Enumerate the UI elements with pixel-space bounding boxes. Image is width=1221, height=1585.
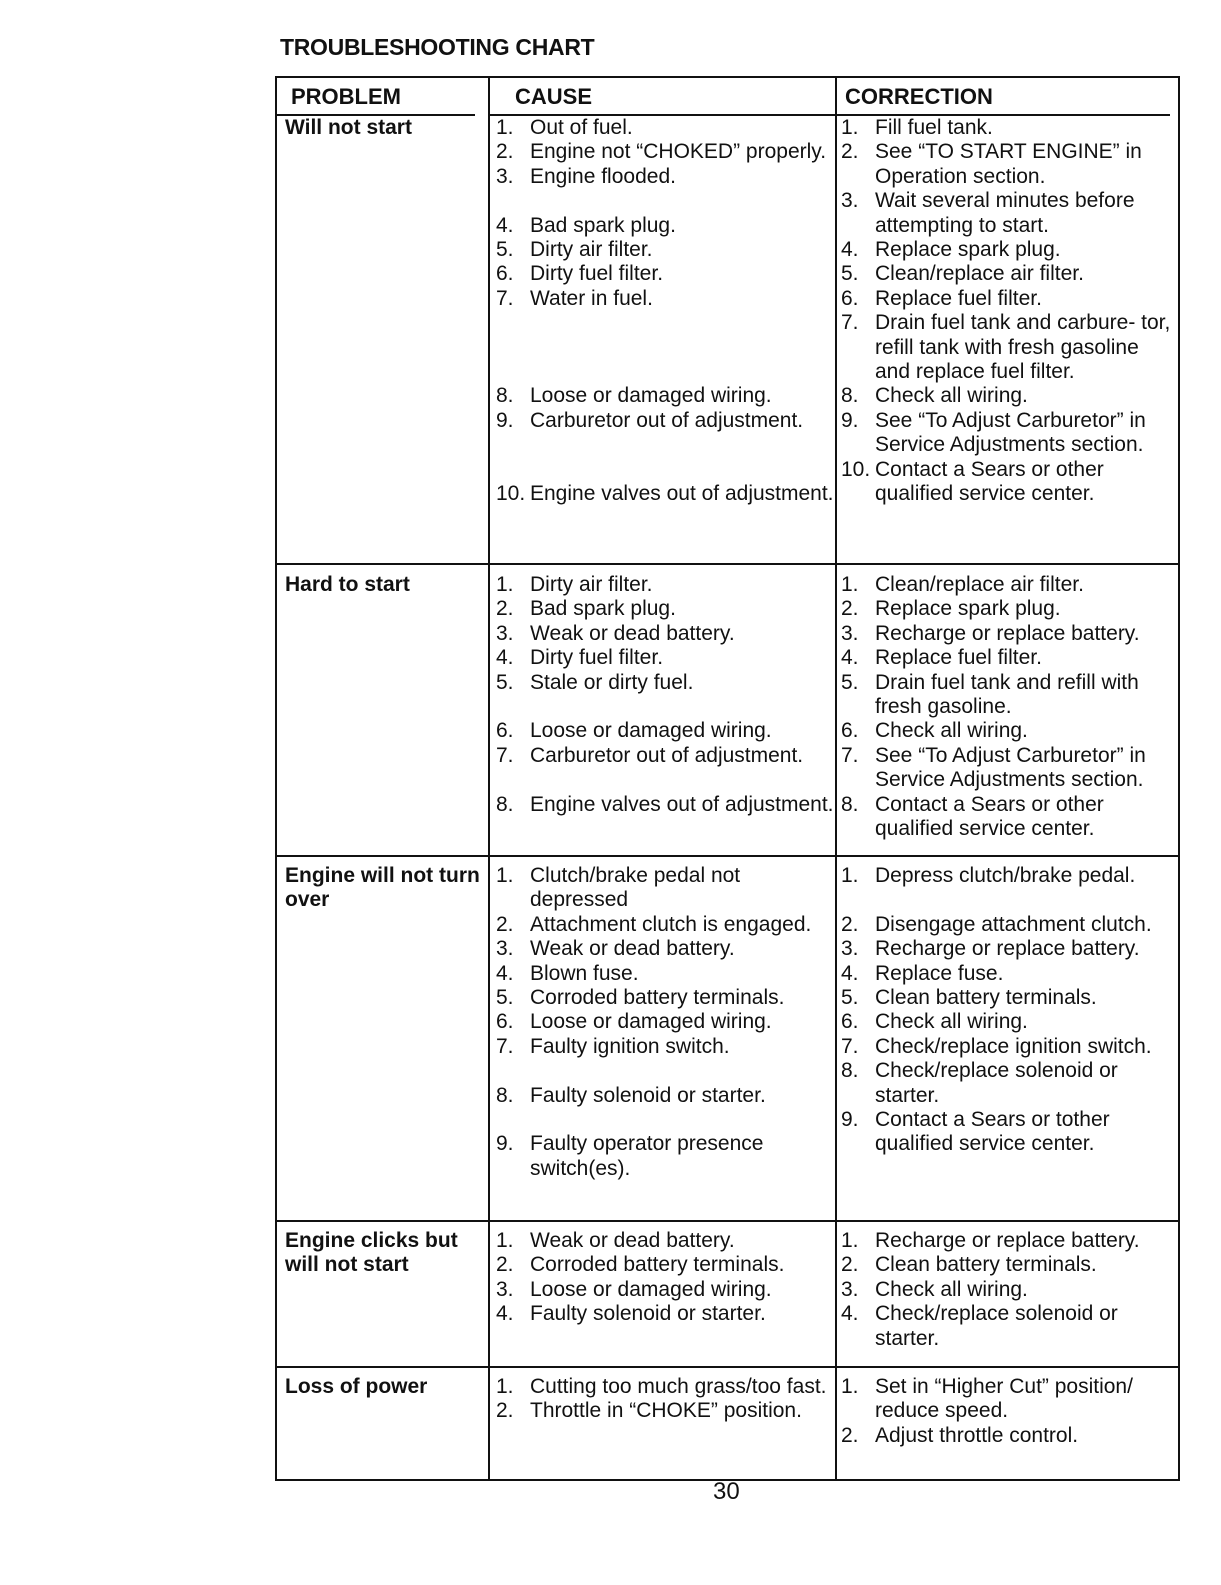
item-number: 9. [496, 408, 514, 432]
list-item [496, 768, 834, 792]
list-item [841, 1010, 1179, 1034]
row-divider [275, 855, 1180, 857]
list-item [496, 1035, 834, 1059]
item-text: Check/replace solenoid or starter. [875, 1302, 1118, 1350]
item-number: 1. [496, 116, 514, 139]
list-item [841, 1229, 1179, 1253]
list-item [496, 433, 834, 457]
item-number: 5. [841, 262, 859, 286]
item-text: Dirty air filter. [530, 573, 653, 596]
list-item [841, 646, 1179, 670]
page-title: TROUBLESHOOTING CHART [280, 34, 595, 60]
item-text: Contact a Sears or tother qualified service center. [875, 1108, 1110, 1156]
item-number: 3. [841, 621, 859, 645]
item-number: 1. [841, 116, 859, 139]
item-number: 9. [841, 1108, 859, 1132]
list-item [496, 719, 834, 743]
item-text [530, 433, 834, 457]
list-item [496, 1229, 834, 1253]
item-number: 2. [496, 140, 514, 164]
list-item [496, 793, 834, 817]
item-text: Check all wiring. [875, 384, 1028, 408]
item-text: Adjust throttle control. [875, 1423, 1079, 1447]
cause-list [496, 1229, 834, 1327]
item-number: 1. [496, 864, 514, 887]
correction-list [841, 1229, 1179, 1351]
item-text: Faulty ignition switch. [530, 1034, 730, 1058]
item-number [496, 189, 530, 213]
item-text: Clean/replace air filter. [875, 573, 1084, 596]
problem-label: Hard to start [285, 573, 410, 596]
item-number: 7. [496, 1034, 514, 1058]
item-number: 6. [496, 1010, 514, 1034]
item-text: Stale or dirty fuel. [530, 670, 694, 694]
item-number: 2. [841, 140, 859, 164]
item-number: 6. [841, 1010, 859, 1034]
list-item [496, 214, 834, 238]
list-item [841, 962, 1179, 986]
item-number: 3. [496, 164, 514, 188]
item-number: 8. [841, 792, 859, 816]
item-text: Clutch/brake pedal not depressed [530, 864, 741, 912]
item-text [530, 360, 834, 384]
item-number: 1. [496, 1375, 514, 1398]
item-text: Wait several minutes before attempting to start. [875, 189, 1135, 237]
cause-list [496, 1375, 834, 1424]
table-divider-problem-cause [488, 76, 490, 1481]
item-number: 8. [841, 384, 859, 408]
item-text [875, 888, 1179, 912]
list-item [841, 1375, 1179, 1424]
item-number: 6. [841, 719, 859, 743]
item-number: 8. [496, 1083, 514, 1107]
item-number [496, 458, 530, 482]
cause-list [496, 864, 834, 1181]
item-text: Replace fuel filter. [875, 646, 1042, 670]
item-text: Contact a Sears or other qualified service center. [875, 457, 1104, 506]
list-item [496, 262, 834, 286]
item-text: Faulty operator presence switch(es). [530, 1132, 764, 1180]
list-item [841, 622, 1179, 646]
list-item [496, 1010, 834, 1034]
item-text: Faulty solenoid or starter. [530, 1083, 766, 1107]
troubleshooting-table [275, 76, 1181, 1481]
list-item [496, 1375, 834, 1399]
item-text: Disengage attachment clutch. [875, 912, 1152, 936]
problem-label: Loss of power [285, 1375, 428, 1398]
item-text: Replace fuel filter. [875, 286, 1042, 310]
item-text: Attachment clutch is engaged. [530, 912, 812, 936]
list-item [496, 986, 834, 1010]
item-number [496, 695, 530, 719]
list-item [496, 384, 834, 408]
item-number: 3. [496, 937, 514, 961]
list-item [496, 573, 834, 597]
item-number: 5. [841, 986, 859, 1010]
item-text [530, 768, 834, 792]
item-text: Set in “Higher Cut” position/ reduce speed. [875, 1375, 1133, 1423]
item-text: Carburetor out of adjustment. [530, 743, 804, 767]
list-item [496, 1278, 834, 1302]
item-text: Replace spark plug. [875, 597, 1061, 621]
item-text: Contact a Sears or other qualified service center. [875, 792, 1104, 841]
list-item [496, 458, 834, 482]
item-text: See “To Adjust Carburetor” in Service Adjustments section. [875, 408, 1146, 457]
list-item [841, 793, 1179, 842]
item-text [530, 189, 834, 213]
item-text: Loose or damaged wiring. [530, 384, 772, 408]
item-number: 6. [496, 719, 514, 743]
correction-list [841, 1375, 1179, 1448]
item-number: 4. [841, 646, 859, 670]
item-number: 6. [841, 286, 859, 310]
item-number: 2. [496, 912, 514, 936]
item-text: Loose or damaged wiring. [530, 719, 772, 743]
item-text: Recharge or replace battery. [875, 1229, 1140, 1252]
list-item [841, 1278, 1179, 1302]
item-number: 2. [841, 1253, 859, 1277]
item-number: 2. [841, 912, 859, 936]
list-item [841, 1424, 1179, 1448]
item-text: Weak or dead battery. [530, 621, 735, 645]
item-number: 4. [496, 213, 514, 237]
item-number: 4. [841, 961, 859, 985]
list-item [841, 384, 1179, 408]
item-number [496, 768, 530, 792]
item-text [530, 311, 834, 335]
item-number: 1. [496, 573, 514, 596]
item-text [530, 336, 834, 360]
item-text: Recharge or replace battery. [875, 937, 1140, 961]
item-number: 2. [841, 597, 859, 621]
list-item [496, 1059, 834, 1083]
list-item [496, 336, 834, 360]
header-correction: CORRECTION [845, 84, 993, 109]
list-item [841, 1035, 1179, 1059]
list-item [841, 1059, 1179, 1108]
item-text: Blown fuse. [530, 961, 639, 985]
page-number: 30 [713, 1478, 740, 1505]
item-number: 2. [496, 1399, 514, 1423]
item-text: Weak or dead battery. [530, 1229, 735, 1252]
item-number: 7. [496, 743, 514, 767]
list-item [841, 573, 1179, 597]
list-item [841, 287, 1179, 311]
row-divider [275, 1220, 1180, 1222]
item-number: 1. [841, 864, 859, 887]
item-number: 3. [841, 1277, 859, 1301]
list-item [841, 1108, 1179, 1157]
list-item [841, 140, 1179, 189]
correction-list [841, 864, 1179, 1157]
item-number: 7. [496, 286, 514, 310]
item-number: 8. [496, 792, 514, 816]
item-number: 1. [841, 1375, 859, 1398]
item-number [496, 360, 530, 384]
list-item [496, 287, 834, 311]
list-item [841, 888, 1179, 912]
list-item [841, 986, 1179, 1010]
item-number: 5. [841, 670, 859, 694]
item-text [530, 1108, 834, 1132]
item-number: 4. [496, 961, 514, 985]
list-item [496, 962, 834, 986]
item-number: 10. [841, 457, 871, 481]
item-text: Clean/replace air filter. [875, 262, 1084, 286]
item-number: 2. [496, 1253, 514, 1277]
item-number: 7. [841, 743, 859, 767]
row-divider [275, 563, 1180, 565]
item-text: Faulty solenoid or starter. [530, 1302, 766, 1326]
list-item [496, 165, 834, 189]
item-text: See “TO START ENGINE” in Operation section. [875, 140, 1142, 188]
item-text: Engine valves out of adjustment. [530, 792, 834, 816]
item-text: Corroded battery terminals. [530, 986, 785, 1010]
list-item [496, 1132, 834, 1181]
list-item [841, 262, 1179, 286]
item-text [530, 458, 834, 482]
list-item [496, 622, 834, 646]
item-text: Check all wiring. [875, 1277, 1028, 1301]
item-text: Drain fuel tank and refill with fresh gasoline. [875, 670, 1139, 719]
table-border-left [275, 76, 277, 1481]
row-divider [275, 1366, 1180, 1368]
item-text [530, 1059, 834, 1083]
problem-label: Engine will not turn over [285, 864, 480, 911]
list-item [496, 695, 834, 719]
list-item [496, 937, 834, 961]
item-number: 8. [496, 384, 514, 408]
item-number [496, 1059, 530, 1083]
list-item [841, 1253, 1179, 1277]
item-number [496, 336, 530, 360]
list-item [496, 140, 834, 164]
item-text: Clean battery terminals. [875, 986, 1097, 1010]
item-number: 2. [496, 597, 514, 621]
problem-label: Will not start [285, 116, 412, 139]
item-text: Replace spark plug. [875, 238, 1061, 262]
list-item [496, 671, 834, 695]
item-number: 5. [496, 986, 514, 1010]
list-item [496, 238, 834, 262]
list-item [496, 597, 834, 621]
list-item [496, 1084, 834, 1108]
cause-list [496, 573, 834, 817]
item-text: Fill fuel tank. [875, 116, 993, 139]
item-text: Check all wiring. [875, 719, 1028, 743]
item-text: Loose or damaged wiring. [530, 1010, 772, 1034]
item-text: Replace fuse. [875, 961, 1004, 985]
item-text: Dirty fuel filter. [530, 262, 664, 286]
list-item [496, 1253, 834, 1277]
list-item [841, 937, 1179, 961]
item-number: 4. [496, 646, 514, 670]
item-number: 6. [496, 262, 514, 286]
item-number [496, 311, 530, 335]
item-text: Corroded battery terminals. [530, 1253, 785, 1277]
cause-list [496, 116, 834, 507]
header-problem: PROBLEM [291, 84, 401, 109]
item-text: Water in fuel. [530, 286, 653, 310]
list-item [496, 1399, 834, 1423]
list-item [496, 409, 834, 433]
list-item [496, 744, 834, 768]
item-number: 3. [496, 1277, 514, 1301]
list-item [841, 311, 1179, 384]
item-text: Engine flooded. [530, 164, 676, 188]
list-item [496, 1302, 834, 1326]
item-number: 1. [496, 1229, 514, 1252]
list-item [841, 913, 1179, 937]
item-text: Dirty fuel filter. [530, 646, 664, 670]
item-number: 3. [841, 189, 859, 213]
item-text: Recharge or replace battery. [875, 621, 1140, 645]
item-number: 1. [841, 573, 859, 596]
list-item [841, 671, 1179, 720]
item-text: See “To Adjust Carburetor” in Service Adjustments section. [875, 743, 1146, 792]
list-item [496, 913, 834, 937]
item-text: Loose or damaged wiring. [530, 1277, 772, 1301]
item-text [530, 695, 834, 719]
header-cause: CAUSE [515, 84, 593, 109]
item-number: 3. [841, 937, 859, 961]
list-item [841, 864, 1179, 888]
list-item [841, 719, 1179, 743]
list-item [496, 360, 834, 384]
item-number: 5. [496, 670, 514, 694]
correction-list [841, 116, 1179, 507]
item-text: Check/replace solenoid or starter. [875, 1059, 1118, 1107]
list-item [496, 1108, 834, 1132]
list-item [841, 744, 1179, 793]
item-number: 7. [841, 311, 859, 335]
list-item [496, 646, 834, 670]
item-number: 4. [841, 1302, 859, 1326]
item-text: Engine not “CHOKED” properly. [530, 140, 827, 164]
list-item [841, 1302, 1179, 1351]
item-number: 2. [841, 1423, 859, 1447]
item-number: 5. [496, 238, 514, 262]
list-item [496, 864, 834, 913]
item-text: Check/replace ignition switch. [875, 1034, 1152, 1058]
problem-label: Engine clicks but will not start [285, 1229, 458, 1276]
item-text: Cutting too much grass/too fast. [530, 1375, 827, 1398]
item-text: Engine valves out of adjustment. [530, 482, 834, 506]
correction-list [841, 573, 1179, 841]
item-text: Out of fuel. [530, 116, 633, 139]
item-text: Depress clutch/brake pedal. [875, 864, 1136, 887]
item-number: 3. [496, 621, 514, 645]
item-number: 8. [841, 1059, 859, 1083]
item-number: 7. [841, 1034, 859, 1058]
list-item [496, 189, 834, 213]
item-number: 4. [496, 1302, 514, 1326]
list-item [841, 409, 1179, 458]
item-text: Carburetor out of adjustment. [530, 408, 804, 432]
item-number: 4. [841, 238, 859, 262]
item-text: Throttle in “CHOKE” position. [530, 1399, 802, 1423]
list-item [841, 116, 1179, 140]
item-text: Check all wiring. [875, 1010, 1028, 1034]
item-text: Weak or dead battery. [530, 937, 735, 961]
item-text: Bad spark plug. [530, 597, 676, 621]
table-border-top [275, 76, 1180, 78]
item-text: Bad spark plug. [530, 213, 676, 237]
item-text: Dirty air filter. [530, 238, 653, 262]
item-number: 1. [841, 1229, 859, 1252]
item-number [496, 433, 530, 457]
list-item [496, 311, 834, 335]
item-number: 9. [841, 408, 859, 432]
item-number: 10. [496, 482, 526, 506]
list-item [841, 458, 1179, 507]
item-number [841, 888, 875, 912]
list-item [496, 482, 834, 506]
list-item [841, 238, 1179, 262]
item-number: 9. [496, 1132, 514, 1156]
item-text: Drain fuel tank and carbure- tor, refill tank with fresh gasoline and replace fuel filter. [875, 311, 1171, 384]
table-divider-cause-correction [835, 76, 837, 1481]
item-text: Clean battery terminals. [875, 1253, 1097, 1277]
list-item [496, 116, 834, 140]
item-number [496, 1108, 530, 1132]
list-item [841, 597, 1179, 621]
list-item [841, 189, 1179, 238]
